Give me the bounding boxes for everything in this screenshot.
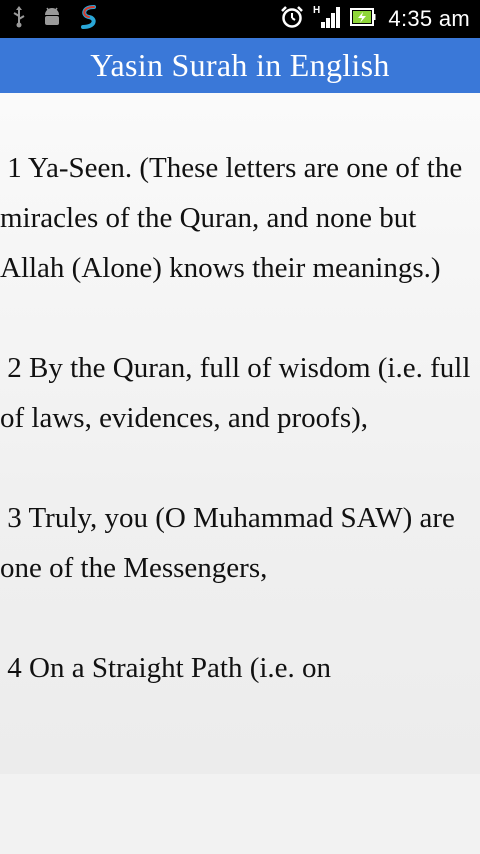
- android-debug-icon: [42, 6, 62, 33]
- network-type-label: H: [313, 4, 321, 16]
- battery-charging-icon: [350, 7, 376, 32]
- verse-list: [0, 143, 478, 743]
- clock-time: 4:35 am: [388, 6, 470, 31]
- usb-icon: [12, 6, 26, 33]
- signal-icon: [312, 4, 342, 35]
- title-bar: [0, 38, 480, 93]
- bottom-empty-area: [0, 774, 480, 854]
- alarm-clock-icon: [280, 5, 304, 34]
- system-icons: [280, 5, 470, 33]
- verse-scroll-view[interactable]: [0, 93, 480, 774]
- status-bar: [0, 0, 480, 38]
- verse-2: 2 By the Quran, full of wisdom (i.e. full of laws, evidences, and proofs),: [0, 352, 471, 434]
- app-notification-icon: [78, 4, 100, 35]
- verse-4: 4 On a Straight Path (i.e. on: [0, 652, 332, 684]
- notification-icons: [12, 6, 100, 32]
- verse-3: 3 Truly, you (O Muhammad SAW) are one of the Messengers,: [0, 502, 455, 584]
- page-title: Yasin Surah in English: [90, 47, 390, 83]
- verse-1: 1 Ya-Seen. (These letters are one of the miracles of the Quran, and none but Allah (Alone) knows their meanings.): [0, 152, 463, 284]
